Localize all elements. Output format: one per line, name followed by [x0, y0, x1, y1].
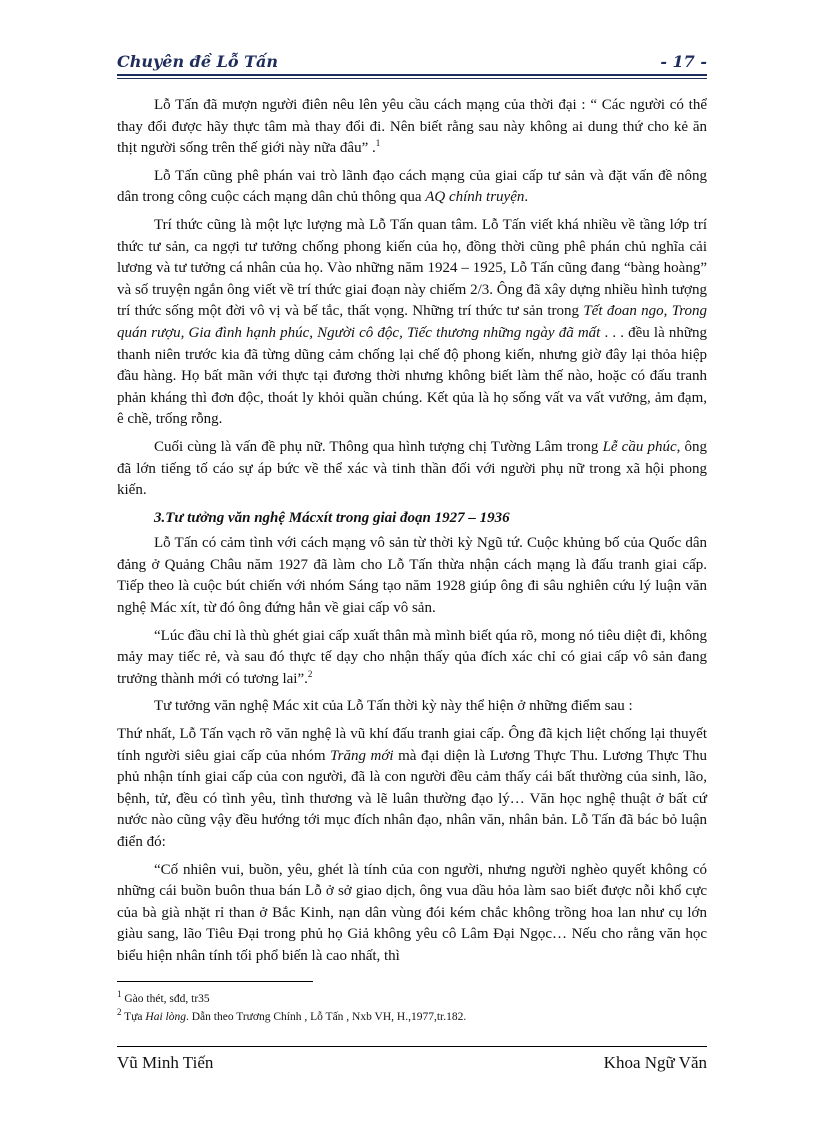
paragraph-text: Trí thức cũng là một lực lượng mà Lỗ Tấn quan tâm. Lỗ Tấn viết khá nhiều về tầng lớp trí thức tư sản, ca ngợi tư tưởng chống phong kiến của họ, đồng thời cũng phê phán chủ nghĩa cải lương và tư tưởng cá nhân của họ. Vào những năm 1924 – 1925, Lỗ Tấn cũng đang “bàng hoàng” và số truyện ngắn ông viết về trí thức giai đoạn này chiếm 2/3. Ông đã xây dựng nhiều hình tượng trí thức sống một đời vô vị và bế tắc, thất vọng. Những trí thức tư sản trong [117, 216, 707, 320]
footnote-number: 2 [117, 1007, 122, 1018]
header-rule-thin [117, 78, 707, 79]
quote-paragraph [117, 626, 707, 691]
header-title: Chuyên đề Lỗ Tấn [117, 52, 279, 71]
paragraph-text: . . . đều là những thanh niên trước kia đã từng dũng cảm chống lại chế độ phong kiến, nhưng giờ đây lại thỏa hiệp đầu hàng. Họ bất mãn với thực tại đương thời nhưng không biết làm thế nào, hoặc có đấu tranh phản kháng thì đơn độc, thoát ly khỏi quần chúng. Kết qủa là họ sống vất va vất vưởng, ảm đạm, ê chề, trống rỗng. [117, 324, 707, 428]
footnote-text: Gào thét, sđd, tr35 [121, 993, 210, 1005]
footnote-number: 1 [117, 989, 122, 1000]
paragraph [117, 437, 707, 502]
paragraph-text: , ông đã lớn tiếng tố cáo sự áp bức về thể xác và tinh thần đối với người phụ nữ trong xã hội phong kiến. [117, 438, 707, 499]
work-title: Trăng mới [330, 747, 394, 764]
footnote-ref: 1 [375, 138, 381, 149]
quote-paragraph: “Cố nhiên vui, buồn, yêu, ghét là tính của con người, nhưng người nghèo quyết không có những cái buồn buôn thua bán Lỗ ở sở giao dịch, ông vua dầu hỏa làm sao biết được nỗi khổ cực của bà già nhặt rỉ than ở Bắc Kinh, nạn dân vùng đói kém chắc không trồng hoa lan như cụ lớn giàu sang, lão Tiêu Đại trong phủ họ Giả không yêu cô Lâm Đại Ngọc… Nếu cho rằng văn học biểu hiện nhân tính tối phổ biến là cao nhất, thì [117, 861, 707, 964]
footnote-ref: 2 [307, 668, 313, 679]
page-header [117, 50, 707, 78]
footnote-text: Tựa [121, 1011, 146, 1023]
footer-author: Vũ Minh Tiến [117, 1053, 214, 1072]
paragraph-text: Lỗ Tấn cũng phê phán vai trò lãnh đạo cách mạng của giai cấp tư sản và đặt vấn đề nông dân trong công cuộc cách mạng dân chủ thông qua [117, 167, 707, 206]
footer-faculty: Khoa Ngữ Văn [603, 1053, 707, 1072]
body-text [117, 95, 707, 974]
paragraph [117, 215, 707, 431]
paragraph-text: “Lúc đầu chỉ là thù ghét giai cấp xuất thân mà mình biết qúa rõ, mong nó tiêu diệt đi, không mảy may tiếc rẻ, và sau đó thực tế dạy cho nhận thấy qủa đích xác chỉ có giai cấp vô sản đang trưởng thành mới có tương lai”. [117, 627, 707, 687]
paragraph-text: , [663, 303, 672, 320]
footnote-2 [117, 1008, 707, 1026]
paragraph: Lỗ Tấn có cảm tình với cách mạng vô sản từ thời kỳ Ngũ tứ. Cuộc khủng bố của Quốc dân đảng ở Quảng Châu năm 1927 đã làm cho Lỗ Tấn thừa nhận cách mạng là đấu tranh giai cấp. Tiếp theo là cuộc bút chiến với nhóm Sáng tạo năm 1928 giúp ông đi sâu nghiên cứu lý luận văn nghệ Mác xít, từ đó ông đứng hẳn về giai cấp vô sản. [117, 535, 707, 617]
paragraph-text: Lỗ Tấn đã mượn người điên nêu lên yêu cầu cách mạng của thời đại : “ Các người có thể thay đổi được hãy thực tâm mà thay đổi đi. Nên biết rằng sau này không ai dung thứ cho kẻ ăn thịt người sống trên thế giới này nữa đâu” . [117, 97, 707, 157]
section-heading: 3.Tư tưởng văn nghệ Mácxít trong giai đoạn 1927 – 1936 [154, 509, 510, 526]
footnote-1 [117, 990, 707, 1008]
paragraph: Tư tưởng văn nghệ Mác xit của Lỗ Tấn thời kỳ này thể hiện ở những điểm sau : [154, 698, 633, 715]
paragraph [117, 166, 707, 209]
paragraph-text: Thứ nhất, Lỗ Tấn vạch rõ văn nghệ là vũ khí đấu tranh giai cấp. Ông đã kịch liệt chống lại thuyết tính người siêu giai cấp của nhóm [117, 726, 707, 764]
paragraph-text: mà đại diện là Lương Thực Thu. Lương Thực Thu phủ nhận tính giai cấp của con người, đã là con người đều cảm thấy cái bất thường của sinh, lão, bệnh, tử, đều có tình yêu, tình thương và lẽ luân thường đạo lý… Văn học nghệ thuật ở bất cứ nước nào cũng vậy đều hướng tới mục đích nhân đạo, nhân văn, nhân bản. Lỗ Tấn đã bác bỏ luận điển đó: [117, 747, 707, 850]
footer-rule [117, 1046, 707, 1047]
footnotes [117, 990, 707, 1026]
work-title: Lễ cầu phúc [602, 438, 677, 455]
work-title: Tết đoan ngo [583, 303, 664, 320]
paragraph [117, 724, 707, 854]
work-title: AQ chính truyện [425, 189, 525, 206]
paragraph [117, 95, 707, 160]
page-number: - 17 - [660, 52, 707, 71]
work-title: Trong quán rượu, Gia đình hạnh phúc, Người cô độc, Tiếc thương những ngày đã mất [117, 303, 707, 341]
footnote-text: . Dẫn theo Trương Chính , Lỗ Tấn , Nxb VH, H.,1977,tr.182. [185, 1011, 467, 1023]
footnote-rule [117, 981, 313, 982]
work-title: Hai lòng [145, 1011, 186, 1023]
paragraph-text: . [524, 189, 529, 206]
paragraph-text: Cuối cùng là vấn đề phụ nữ. Thông qua hình tượng chị Tường Lâm trong [154, 438, 603, 455]
header-rule [117, 74, 707, 76]
